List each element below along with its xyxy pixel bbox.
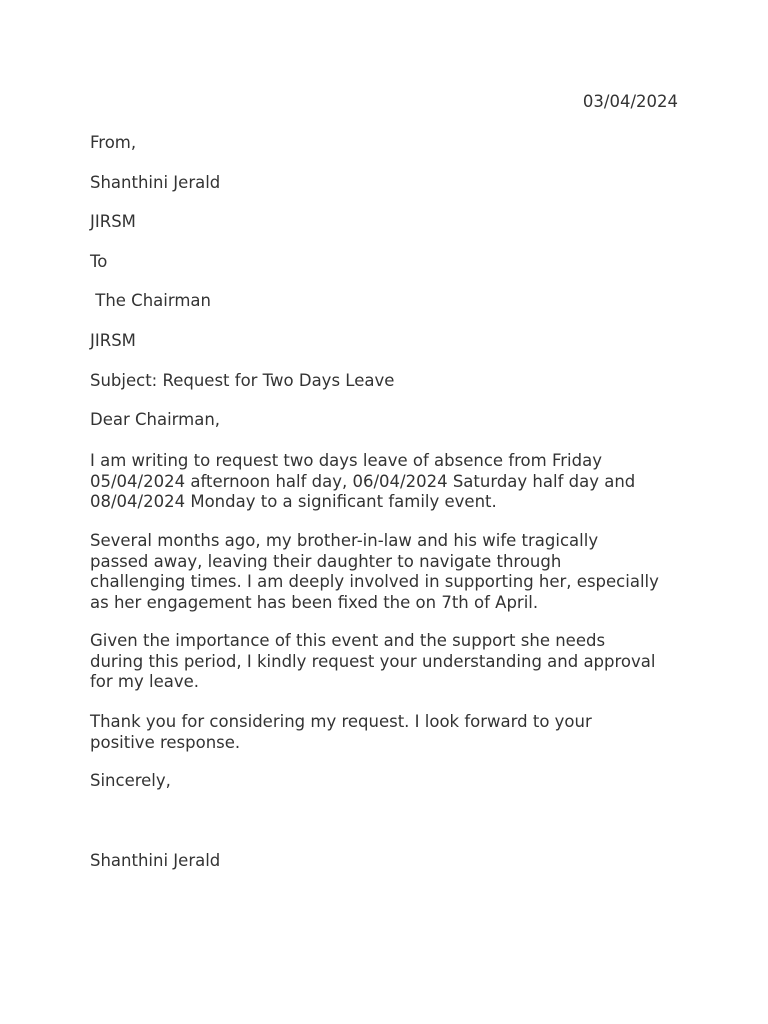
sender-org: JIRSM — [90, 212, 136, 231]
paragraph-line: I am writing to request two days leave of absence from Friday — [90, 451, 602, 470]
sender-name: Shanthini Jerald — [90, 173, 221, 192]
letter-date: 03/04/2024 — [582, 92, 678, 111]
body-paragraph-3 — [90, 631, 680, 693]
paragraph-line: positive response. — [90, 732, 241, 752]
signature-name: Shanthini Jerald — [90, 851, 221, 870]
salutation: Dear Chairman, — [90, 410, 221, 429]
from-label: From, — [90, 133, 137, 152]
paragraph-line: Thank you for considering my request. I look forward to your — [90, 712, 592, 731]
closing: Sincerely, — [90, 771, 171, 790]
paragraph-line: 08/04/2024 Monday to a significant family event. — [90, 492, 497, 511]
body-paragraph-2 — [90, 531, 680, 613]
paragraph-line: Several months ago, my brother-in-law and his wife tragically — [90, 531, 599, 550]
recipient-org: JIRSM — [90, 331, 136, 350]
body-paragraph-1 — [90, 451, 680, 513]
body-paragraph-4 — [90, 712, 680, 753]
paragraph-line: as her engagement has been fixed the on 7th of April. — [90, 592, 539, 612]
subject-line: Subject: Request for Two Days Leave — [90, 371, 395, 390]
paragraph-line: Given the importance of this event and the support she needs — [90, 631, 606, 650]
paragraph-line: passed away, leaving their daughter to navigate through — [90, 551, 562, 571]
recipient-title: The Chairman — [90, 291, 211, 310]
to-label: To — [90, 252, 108, 271]
paragraph-line: challenging times. I am deeply involved in supporting her, especially — [90, 572, 659, 591]
paragraph-line: 05/04/2024 afternoon half day, 06/04/2024 Saturday half day and — [90, 471, 636, 491]
paragraph-line: during this period, I kindly request your understanding and approval — [90, 651, 656, 671]
paragraph-line: for my leave. — [90, 672, 200, 691]
